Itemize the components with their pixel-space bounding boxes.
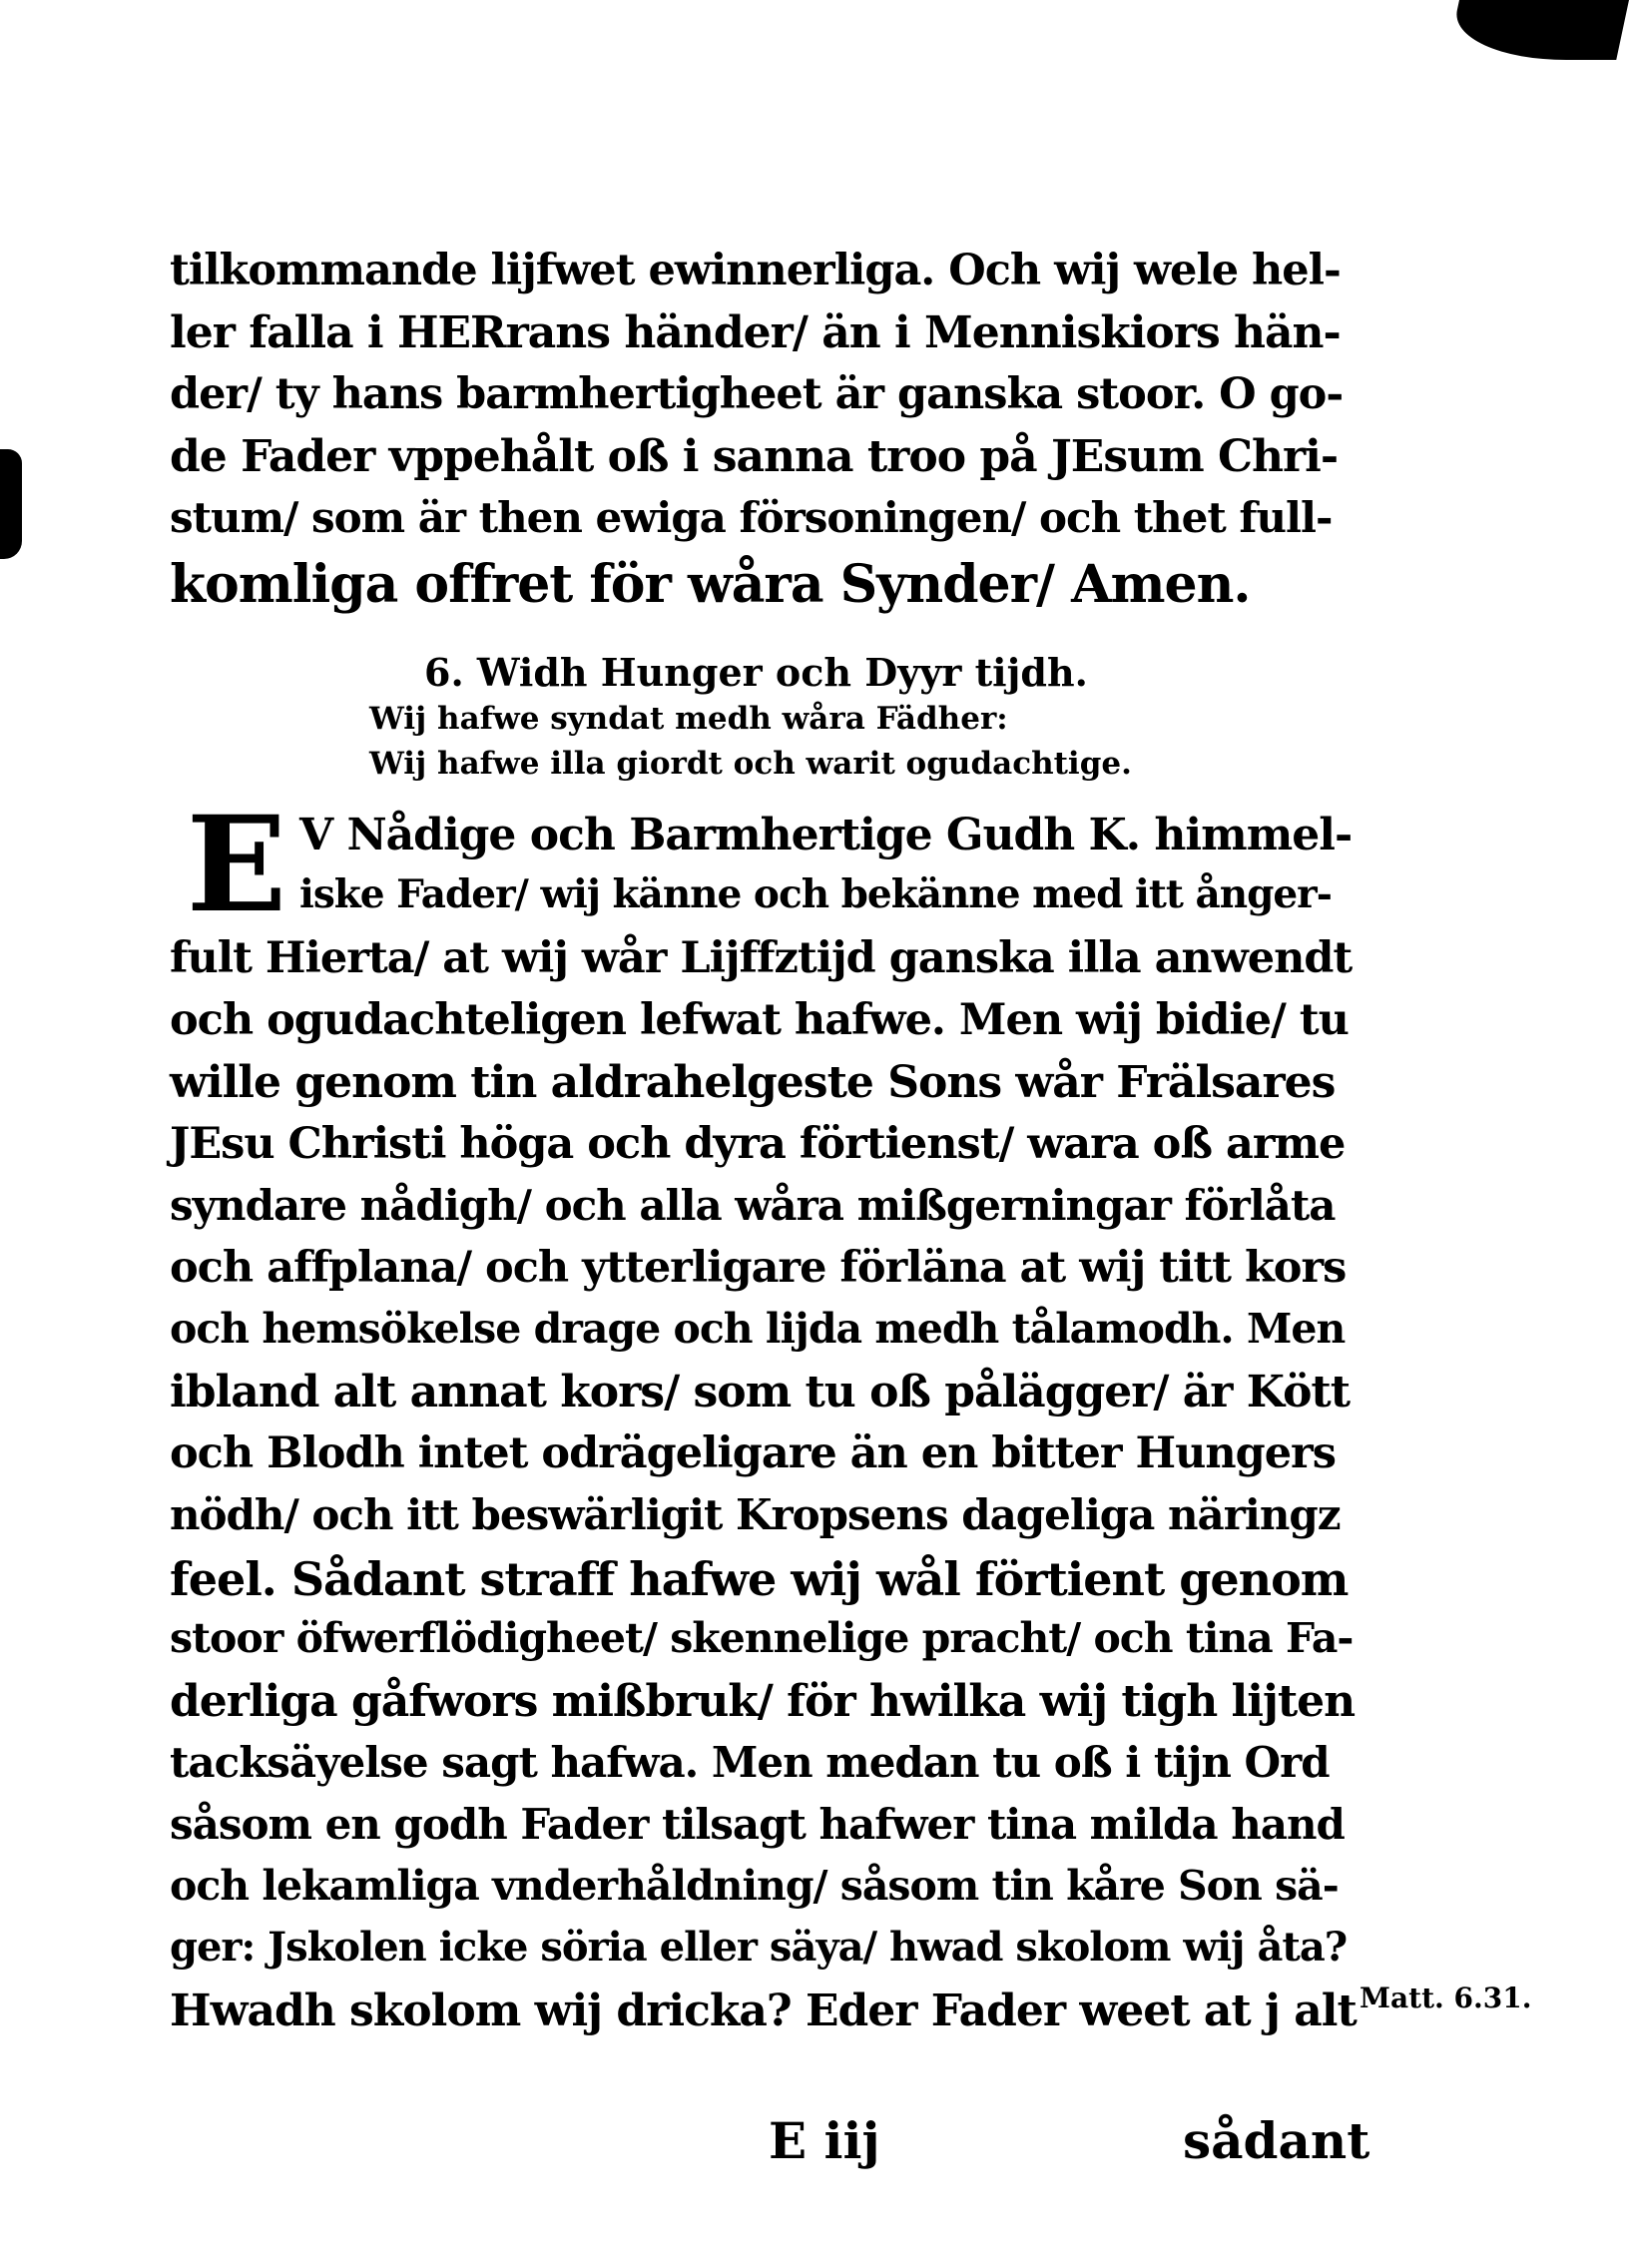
text-line: ger: Jskolen icke söria eller säya/ hwad skolom wij åta? <box>170 1924 1348 1971</box>
drop-cap: E <box>186 788 287 942</box>
text-line: och ogudachteligen lefwat hafwe. Men wij bidie/ tu <box>170 995 1349 1045</box>
text-line: de Fader vppehålt oß i sanna troo på JEsum Chri- <box>170 431 1339 482</box>
text-line: derliga gåfwors mißbruk/ för hwilka wij tigh lijten <box>170 1676 1356 1727</box>
text-line: wille genom tin aldrahelgeste Sons wår Frälsares <box>170 1057 1336 1108</box>
text-line: nödh/ och itt beswärligit Kropsens dageliga näringz <box>170 1490 1341 1539</box>
text-line: och hemsökelse drage och lijda medh tålamodh. Men <box>170 1305 1346 1353</box>
text-line: och Blodh intet odrägeligare än en bitter Hungers <box>170 1428 1336 1478</box>
text-line: syndare nådigh/ och alla wåra mißgerningar förlåta <box>170 1181 1336 1230</box>
text-line: såsom en godh Fader tilsagt hafwer tina milda hand <box>170 1800 1345 1849</box>
text-line: JEsu Christi höga och dyra förtienst/ wara oß arme <box>170 1119 1346 1169</box>
text-line: tacksäyelse sagt hafwa. Men medan tu oß i tijn Ord <box>170 1738 1330 1787</box>
text-line: stum/ som är then ewiga försoningen/ och thet full- <box>170 493 1333 542</box>
ink-blot <box>1446 0 1629 60</box>
text-line: och affplana/ och ytterligare förläna at wij titt kors <box>170 1243 1347 1293</box>
text-line: och lekamliga vnderhåldning/ såsom tin kåre Son sä- <box>170 1862 1339 1910</box>
text-line: tilkommande lijfwet ewinnerliga. Och wij wele hel- <box>170 246 1341 295</box>
catchword: sådant <box>1183 2111 1370 2170</box>
text-line: ler falla i HERrans händer/ än i Menniskiors hän- <box>170 307 1341 358</box>
text-line: stoor öfwerflödigheet/ skennelige pracht/ och tina Fa- <box>170 1614 1354 1662</box>
text-line: feel. Sådant straff hafwe wij wål förtient genom <box>170 1552 1349 1606</box>
ink-blot <box>0 449 22 559</box>
text-line: iske Fader/ wij känne och bekänne med itt ånger- <box>299 871 1332 917</box>
heading-verse: Wij hafwe illa giordt och warit ogudachtige. <box>369 746 1132 782</box>
text-line: Hwadh skolom wij dricka? Eder Fader weet at j alt <box>170 1985 1357 2036</box>
text-line: fult Hierta/ at wij wår Lijffztijd ganska illa anwendt <box>170 933 1353 983</box>
margin-reference: Matt. 6.31. <box>1359 1982 1532 2014</box>
text-line: komliga offret för wåra Synder/ Amen. <box>170 554 1251 615</box>
prayer-heading: 6. Widh Hunger och Dyyr tijdh. <box>424 650 1088 695</box>
text-line: der/ ty hans barmhertigheet är ganska stoor. O go- <box>170 369 1344 419</box>
text-line: ibland alt annat kors/ som tu oß pålägger/ är Kött <box>170 1367 1351 1418</box>
text-line: V Nådige och Barmhertige Gudh K. himmel- <box>299 810 1353 860</box>
signature-mark: E iij <box>769 2111 880 2170</box>
heading-verse: Wij hafwe syndat medh wåra Fädher: <box>369 701 1008 737</box>
